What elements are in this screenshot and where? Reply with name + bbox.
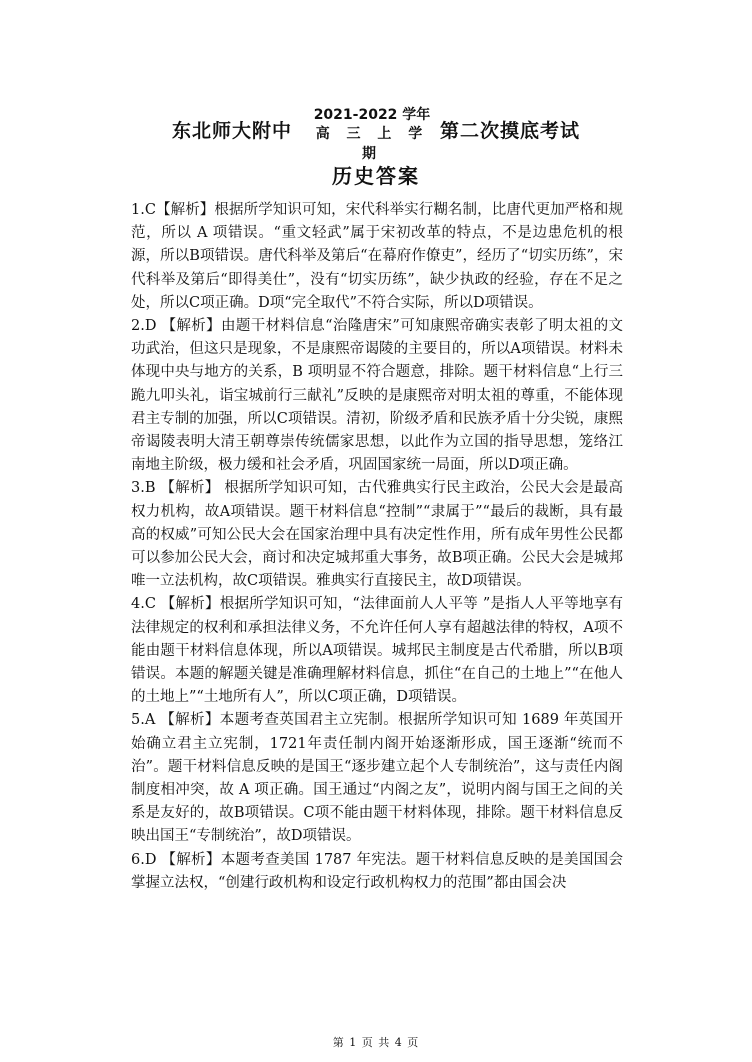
answer-item: 6.D 【解析】本题考查美国 1787 年宪法。题干材料信息反映的是美国国会掌握立法权，“创建行政机构和设定行政机构权力的范围”都由国会决 <box>131 851 623 891</box>
answer-item: 5.A 【解析】本题考查英国君主立宪制。根据所学知识可知 1689 年英国开始确立君主立宪制，1721年责任制内阁开始逐渐形成，国王逐渐“统而不治”。题干材料信息反映的是国王“逐步建立起个人专制统治”，这与责任内阁制度相冲突，故 A 项正确。国王通过“内阁之友”，说明内阁与国王之间的关系是友好的，故B项错误。C项不能由题干材料体现，排除。题干材料信息反映出国王“专制统治”，故D项错误。 <box>131 712 623 845</box>
term-block <box>312 106 432 164</box>
answer-item: 4.C 【解析】根据所学知识可知，“法律面前人人平等 ”是指人人平等地享有法律规定的权利和承担法律义务，不允许任何人享有超越法律的特权，A项不能由题干材料信息体现，所以A项错误。城邦民主制度是古代希腊，所以B项错误。本题的解题关键是准确理解材料信息，抓住“在自己的土地上”“在他人的土地上”“土地所有人”，所以C项正确，D项错误。 <box>131 596 623 706</box>
page-number: 第 1 页 共 4 页 <box>332 1036 420 1049</box>
academic-year: 2021-2022 学年 <box>313 107 431 123</box>
answer-item: 3.B 【解析】 根据所学知识可知，古代雅典实行民主政治，公民大会是最高权力机构，故A项错误。题干材料信息“控制”“隶属于”“最后的裁断，具有最高的权威”可知公民大会在国家治理中具有决定性作用，所有成年男性公民都可以参加公民大会，商讨和决定城邦重大事务，故B项正确。公民大会是城邦唯一立法机构，故C项错误。雅典实行直接民主，故D项错误。 <box>131 480 623 590</box>
answer-item: 1.C【解析】根据所学知识可知，宋代科举实行糊名制，比唐代更加严格和规范，所以 A 项错误。“重文轻武”属于宋初改革的特点，不是边患危机的根源，所以B项错误。唐代科举及第后“在幕府作僚吏”，经历了“切实历练”，宋代科举及第后“即得美仕”，没有“切实历练”，缺少执政的经验，存在不足之处，所以C项正确。D项“完全取代”不符合实际，所以D项错误。 <box>131 202 623 311</box>
page-title: 历史答案 <box>332 164 420 188</box>
school-name: 东北师大附中 <box>172 120 293 142</box>
answer-item: 2.D 【解析】由题干材料信息“治隆唐宋”可知康熙帝确实表彰了明太祖的文功武治，但这只是现象，不是康熙帝谒陵的主要目的，所以A项错误。材料未体现中央与地方的关系，B 项明显不符合题意，排除。题干材料信息“上行三跪九叩头礼，诣宝城前行三献礼”反映的是康熙帝对明太祖的尊重，不能体现君主专制的加强，所以C项错误。清初，阶级矛盾和民族矛盾十分尖锐，康熙帝谒陵表明大清王朝尊崇传统儒家思想，以此作为立国的指导思想，笼络江南地主阶级，极力缓和社会矛盾，巩固国家统一局面，所以D项正确。 <box>131 318 623 474</box>
exam-name: 第二次摸底考试 <box>440 120 581 142</box>
semester: 高 三 上 学 期 <box>315 126 429 162</box>
answer-list <box>131 199 623 895</box>
exam-header <box>0 100 752 162</box>
